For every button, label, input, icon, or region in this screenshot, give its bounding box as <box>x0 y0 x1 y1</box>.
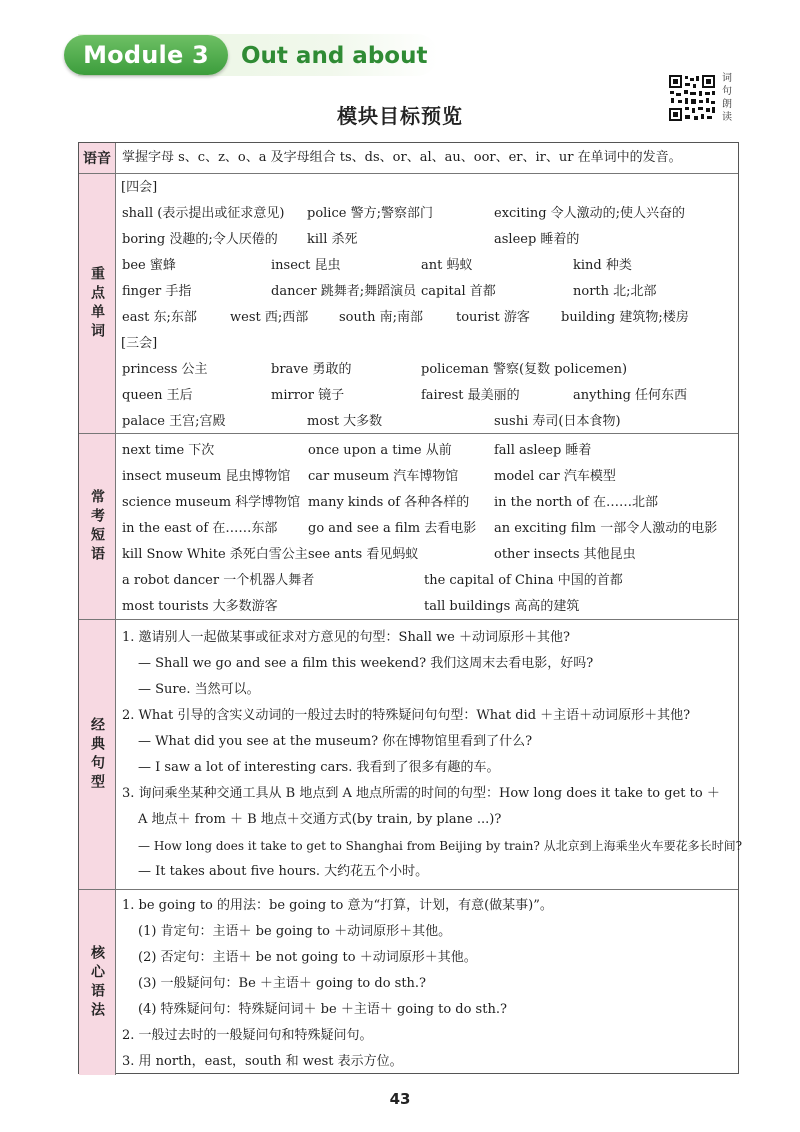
sentence-line: — Sure. 当然可以。 <box>138 682 260 697</box>
sentences-row <box>79 619 743 889</box>
phrase-item: tall buildings 高高的建筑 <box>424 599 580 614</box>
module-label: Module 3 <box>64 35 228 75</box>
word-item: exciting 令人激动的;使人兴奋的 <box>494 206 686 221</box>
word-item: east 东;东部 <box>122 310 197 325</box>
sentence-line: 2. What 引导的含实义动词的一般过去时的特殊疑问句句型：What did ＋主语＋动词原形＋其他? <box>122 708 691 723</box>
row-label: 核心语法 <box>79 890 116 1075</box>
word-item: north 北;北部 <box>573 284 657 299</box>
page-title: 模块目标预览 <box>337 104 463 128</box>
sentence-line: A 地点＋ from ＋ B 地点＋交通方式(by train, by plane ...)? <box>138 812 502 827</box>
row-label: 语音 <box>79 143 116 173</box>
phrase-item: kill Snow White 杀死白雪公主 <box>122 547 308 562</box>
word-item: princess 公主 <box>122 362 208 377</box>
sentence-line: — It takes about five hours. 大约花五个小时。 <box>138 864 429 879</box>
word-item: building 建筑物;楼房 <box>561 310 689 325</box>
word-item: kind 种类 <box>573 258 632 273</box>
word-item: mirror 镜子 <box>271 388 345 403</box>
word-item: kill 杀死 <box>307 232 358 247</box>
word-item: anything 任何东西 <box>573 388 688 403</box>
grammar-line: (3) 一般疑问句：Be ＋主语＋ going to do sth.? <box>138 976 427 991</box>
phrase-item: most tourists 大多数游客 <box>122 599 278 614</box>
word-item: finger 手指 <box>122 284 192 299</box>
phrase-item: many kinds of 各种各样的 <box>308 495 470 510</box>
phrase-item: other insects 其他昆虫 <box>494 547 636 562</box>
word-item: south 南;南部 <box>339 310 423 325</box>
overview-table <box>78 142 743 1074</box>
phrase-item: fall asleep 睡着 <box>494 443 592 458</box>
word-item: queen 王后 <box>122 388 193 403</box>
grammar-line: (4) 特殊疑问句：特殊疑问词＋ be ＋主语＋ going to do sth.? <box>138 1002 507 1017</box>
sentence-line: — What did you see at the museum? 你在博物馆里看到了什么? <box>138 734 533 749</box>
word-item: sushi 寿司(日本食物) <box>494 414 621 429</box>
phrase-item: an exciting film 一部令人激动的电影 <box>494 521 718 536</box>
phrase-item: in the north of 在……北部 <box>494 495 658 510</box>
phrases-row <box>79 433 738 619</box>
sentence-line: — Shall we go and see a film this weekend? 我们这周末去看电影，好吗? <box>138 656 594 671</box>
phrase-item: once upon a time 从前 <box>308 443 452 458</box>
section-heading: [三会] <box>121 336 158 351</box>
row-label: 经典句型 <box>79 620 116 889</box>
word-item: dancer 跳舞者;舞蹈演员 <box>271 284 417 299</box>
word-item: tourist 游客 <box>456 310 530 325</box>
word-item: bee 蜜蜂 <box>122 258 176 273</box>
word-item: brave 勇敢的 <box>271 362 352 377</box>
sentence-line: — How long does it take to get to Shanghai from Beijing by train? 从北京到上海乘坐火车要花多长时间? <box>138 839 743 853</box>
phrase-item: see ants 看见蚂蚁 <box>308 547 419 562</box>
word-item: policeman 警察(复数 policemen) <box>421 362 628 377</box>
sentence-line: 1. 邀请别人一起做某事或征求对方意见的句型：Shall we ＋动词原形＋其他? <box>122 630 570 645</box>
word-item: west 西;西部 <box>230 310 309 325</box>
word-item: asleep 睡着的 <box>494 232 580 247</box>
grammar-line: (1) 肯定句：主语＋ be going to ＋动词原形＋其他。 <box>138 924 452 939</box>
grammar-line: (2) 否定句：主语＋ be not going to ＋动词原形＋其他。 <box>138 950 477 965</box>
qr-caption: 词句朗读 <box>722 73 732 123</box>
page-number: 43 <box>389 1090 411 1108</box>
grammar-line: 1. be going to 的用法：be going to 意为“打算，计划，有意(做某事)”。 <box>122 898 553 913</box>
words-row <box>79 173 738 433</box>
word-item: fairest 最美丽的 <box>421 388 520 403</box>
phrase-item: a robot dancer 一个机器人舞者 <box>122 573 315 588</box>
word-item: capital 首都 <box>421 284 496 299</box>
phrase-item: go and see a film 去看电影 <box>308 521 477 536</box>
word-item: ant 蚂蚁 <box>421 258 473 273</box>
word-item: insect 昆虫 <box>271 258 341 273</box>
sentence-line: — I saw a lot of interesting cars. 我看到了很多有趣的车。 <box>138 760 500 775</box>
grammar-row <box>79 889 738 1075</box>
grammar-line: 3. 用 north，east，south 和 west 表示方位。 <box>122 1054 403 1069</box>
word-item: most 大多数 <box>307 414 383 429</box>
phrase-item: car museum 汽车博物馆 <box>308 469 459 484</box>
row-label: 重点单词 <box>79 174 116 433</box>
word-item: boring 没趣的;令人厌倦的 <box>122 232 278 247</box>
phrase-item: the capital of China 中国的首都 <box>424 573 623 588</box>
sentence-line: 3. 询问乘坐某种交通工具从 B 地点到 A 地点所需的时间的句型：How long does it take to get to ＋ <box>122 786 720 801</box>
row-label: 常考短语 <box>79 434 116 619</box>
word-item: police 警方;警察部门 <box>307 206 433 221</box>
word-item: palace 王宫;宫殿 <box>122 414 226 429</box>
phrase-item: science museum 科学博物馆 <box>122 495 301 510</box>
pronunciation-row <box>79 143 738 173</box>
word-item: shall (表示提出或征求意见) <box>122 206 285 221</box>
section-heading: [四会] <box>121 180 158 195</box>
phrase-item: in the east of 在……东部 <box>122 521 278 536</box>
module-title: Out and about <box>241 43 428 69</box>
pronunciation-text: 掌握字母 s、c、z、o、a 及字母组合 ts、ds、or、al、au、oor、er、ir、ur 在单词中的发音。 <box>122 150 682 165</box>
phrase-item: next time 下次 <box>122 443 215 458</box>
grammar-line: 2. 一般过去时的一般疑问句和特殊疑问句。 <box>122 1028 373 1043</box>
phrase-item: insect museum 昆虫博物馆 <box>122 469 291 484</box>
phrase-item: model car 汽车模型 <box>494 469 616 484</box>
